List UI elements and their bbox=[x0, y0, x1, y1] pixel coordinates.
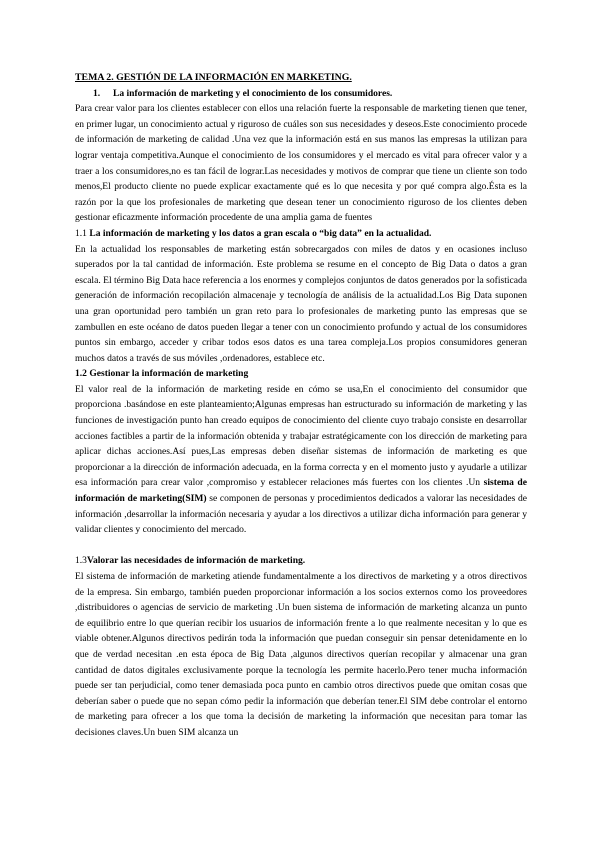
section-1-3-heading bbox=[75, 553, 527, 569]
sim-definition-term: sistema de información de marketing(SIM) bbox=[75, 477, 527, 505]
section-1-body: Para crear valor para los clientes establecer con ellos una relación fuerte la responsable de marketing tienen que tener, en primer lugar, un conocimiento actual y riguroso de cuáles son sus necesidades y deseos.Este conocimiento procede de información de marketing de calidad .Una vez que la información está en sus manos las empresas la utilizan para lograr ventaja competitiva.Aunque el conocimiento de los consumidores y el mercado es vital para ofrecer valor y a traer a los consumidores,no es tan fácil de lograr.Las necesidades y motivos de comprar que tiene un cliente son todo menos,El producto cliente no puede explicar exactamente qué es lo que necesita y por qué compra algo.Ésta es la razón por la que los profesionales de marketing que desean tener un conocimiento riguroso de los clientes deben gestionar eficazmente información procedente de una amplia gama de fuentes bbox=[75, 103, 527, 224]
document-title: TEMA 2. GESTIÓN DE LA INFORMACIÓN EN MARKETING. bbox=[75, 72, 352, 83]
section-1-2-number: 1.2 bbox=[75, 368, 87, 380]
section-1-heading bbox=[75, 86, 527, 102]
section-1-1-number: 1.1 bbox=[75, 227, 87, 239]
section-1-1-heading-text: La información de marketing y los datos a gran escala o “big data” en la actualidad. bbox=[89, 227, 432, 239]
section-1-2-body-before: El valor real de la información de marketing reside en cómo se usa,En el conocimiento del consumidor que proporciona .basándose en este planteamiento;Algunas empresas han estructurado su información de marketing y las funciones de investigación punto han creado equipos de conocimiento del cliente cuyo trabajo consiste en desarrollar acciones factibles a partir de la información obtenida y trabajar estratégicamente con los dirección de marketing para aplicar dichas acciones.Así pues,Las empresas deben diseñar sistemas de información de marketing es que proporcionar a la dirección de información adecuada, en la forma correcta y en el momento justo y ayudarle a utilizar esa información para crear valor ,compromiso y establecer relaciones más fuertes con los clientes .Un bbox=[75, 383, 527, 489]
section-1-2-body bbox=[75, 382, 527, 538]
section-1-1-heading bbox=[75, 226, 527, 242]
document-page bbox=[75, 70, 527, 741]
section-1-3-number: 1.3 bbox=[75, 555, 87, 567]
section-1-1-body: En la actualidad los responsables de marketing están sobrecargados con miles de datos y en ocasiones incluso superados por la tal cantidad de información. Este problema se resume en el concepto de Big Data o datos a gran escala. El término Big Data hace referencia a los enormes y complejos conjuntos de datos generados por la sofisticada generación de información recopilación almacenaje y tecnología de análisis de la actualidad.Los Big Data suponen una gran oportunidad pero también un gran reto para lo profesionales de marketing punto las empresas que se zambullen en este océano de datos pueden llegar a tener con un conocimiento profundo y actual de los consumidores puntos sin embargo, acceder y cribar todos esos datos es una tarea compleja.Los propios consumidores generan muchos datos a través de sus móviles ,ordenadores, establece etc. bbox=[75, 243, 527, 364]
section-1-3-body: El sistema de información de marketing atiende fundamentalmente a los directivos de marketing y a otros directivos de la empresa. Sin embargo, también pueden proporcionar información a los socios externos como los proveedores ,distribuidores o agencias de servicio de marketing .Un buen sistema de información de marketing alcanza un punto de equilibrio entre lo que querían recibir los usuarios de información frente a lo que realmente necesitan y lo que es viable obtener.Algunos directivos pedirán toda la información que puedan conseguir sin pensar detenidamente en lo que de verdad necesitan .en esta época de Big Data ,algunos directivos querían recopilar y almacenar una gran cantidad de datos digitales exclusivamente porque la tecnología les permite hacerlo.Pero tener mucha información puede ser tan perjudicial, como tener demasiada poca punto en cambio otros directivos puede que omitan cosas que deberían saber o puede que no sepan cómo pedir la información que deberían tener.El SIM debe controlar el entorno de marketing para ofrecer a los que toma la decisión de marketing la información que necesitan para tomar las decisiones claves.Un buen SIM alcanza un bbox=[75, 571, 527, 738]
section-1-3-heading-text: Valorar las necesidades de información de marketing. bbox=[86, 555, 306, 567]
section-1-2-heading bbox=[75, 366, 527, 382]
section-1-2-heading-text: Gestionar la información de marketing bbox=[89, 368, 249, 380]
section-1-2-body-after: se componen de personas y procedimientos dedicados a valorar las necesidades de información ,desarrollar la información necesaria y ayudar a los directivos a utilizar dicha información para generar y validar clientes y conocimiento del mercado. bbox=[75, 493, 527, 536]
section-1-number: 1. bbox=[93, 87, 101, 99]
paragraph-spacer bbox=[75, 538, 527, 554]
section-1-heading-text: La información de marketing y el conocimiento de los consumidores. bbox=[113, 87, 393, 99]
